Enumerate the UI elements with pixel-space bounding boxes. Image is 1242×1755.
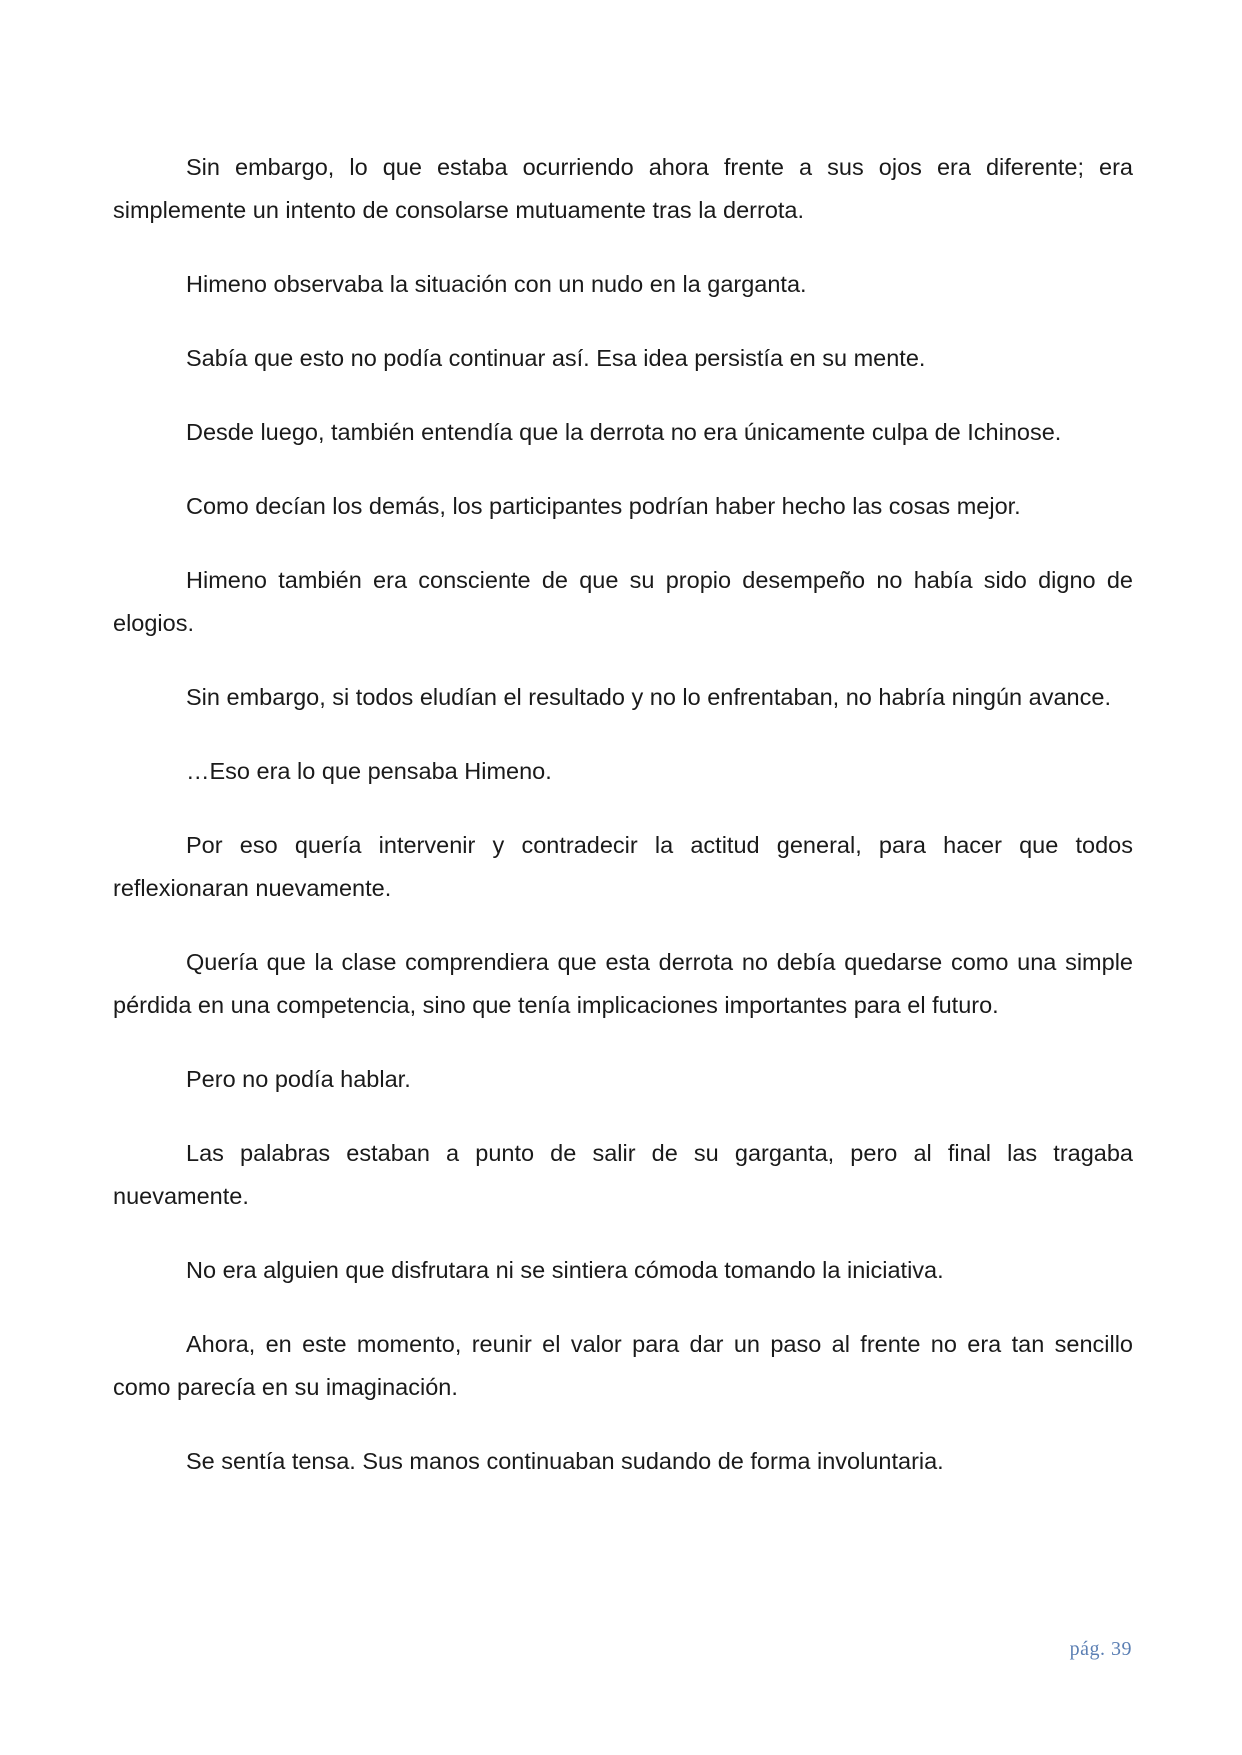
- paragraph: No era alguien que disfrutara ni se sintiera cómoda tomando la iniciativa.: [186, 1257, 944, 1283]
- paragraph: Quería que la clase comprendiera que esta derrota no debía quedarse como una simple pérdida en una competencia, sino que tenía implicaciones importantes para el futuro.: [113, 949, 1133, 1018]
- page-number: pág. 39: [1069, 1638, 1132, 1660]
- paragraph: Ahora, en este momento, reunir el valor para dar un paso al frente no era tan sencillo como parecía en su imaginación.: [113, 1331, 1133, 1400]
- paragraph: Pero no podía hablar.: [186, 1066, 411, 1092]
- paragraph: Himeno observaba la situación con un nudo en la garganta.: [186, 271, 807, 297]
- paragraph: …Eso era lo que pensaba Himeno.: [186, 758, 552, 784]
- paragraph: Como decían los demás, los participantes podrían haber hecho las cosas mejor.: [186, 493, 1021, 519]
- paragraph: Por eso quería intervenir y contradecir la actitud general, para hacer que todos reflexionaran nuevamente.: [113, 832, 1133, 901]
- paragraph: Las palabras estaban a punto de salir de su garganta, pero al final las tragaba nuevamente.: [113, 1140, 1133, 1209]
- paragraph: Sin embargo, si todos eludían el resultado y no lo enfrentaban, no habría ningún avance.: [186, 684, 1111, 710]
- paragraph: Desde luego, también entendía que la derrota no era únicamente culpa de Ichinose.: [186, 419, 1062, 445]
- paragraph: Sabía que esto no podía continuar así. Esa idea persistía en su mente.: [186, 345, 926, 371]
- paragraph: Sin embargo, lo que estaba ocurriendo ahora frente a sus ojos era diferente; era simplemente un intento de consolarse mutuamente tras la derrota.: [113, 154, 1133, 223]
- body-text: [113, 146, 1133, 1514]
- paragraph: Se sentía tensa. Sus manos continuaban sudando de forma involuntaria.: [186, 1448, 944, 1474]
- paragraph: Himeno también era consciente de que su propio desempeño no había sido digno de elogios.: [113, 567, 1133, 636]
